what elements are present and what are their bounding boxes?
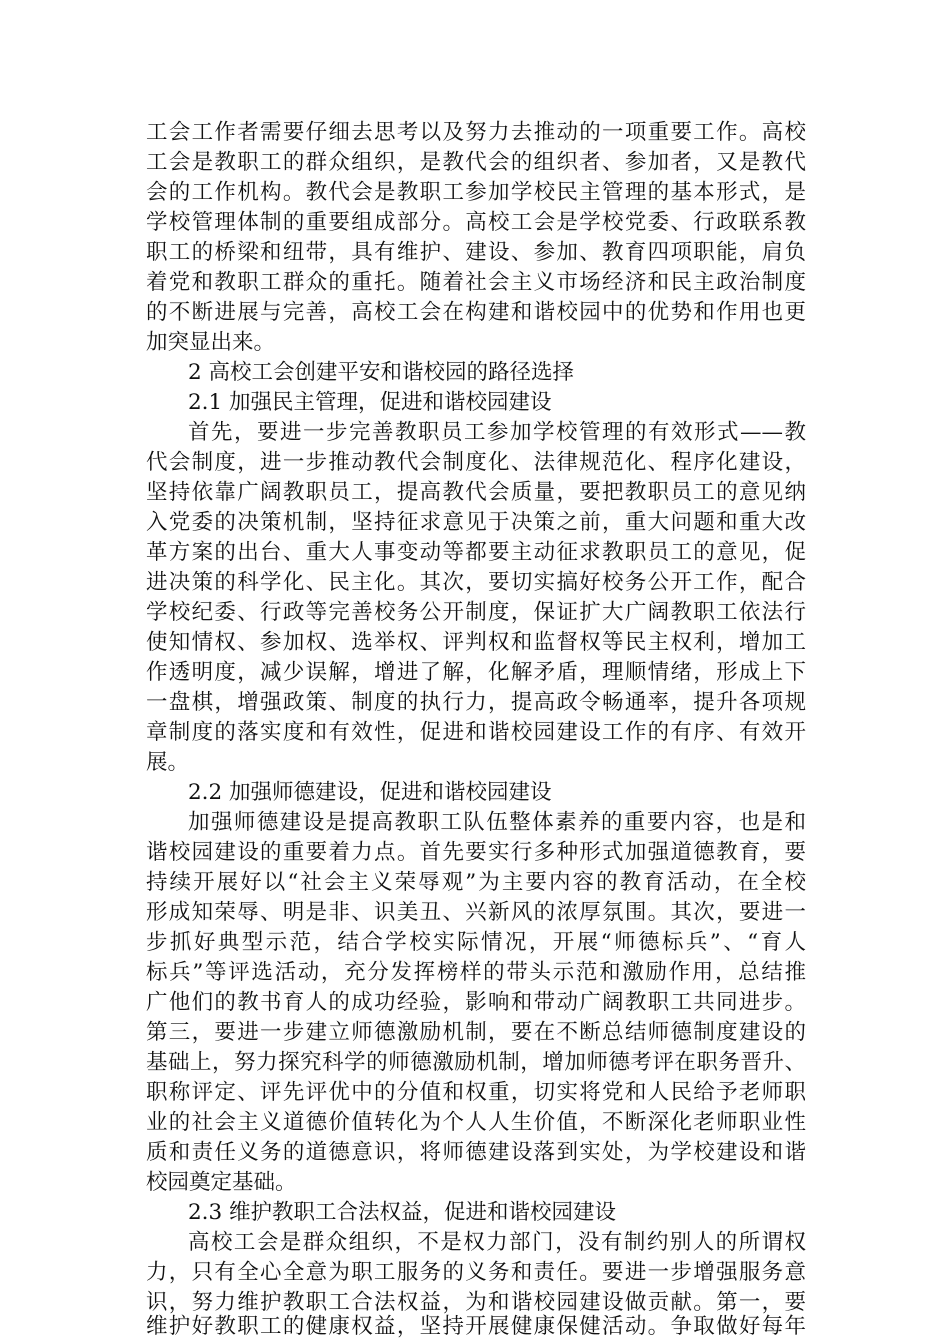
text-line: 持续开展好以“社会主义荣辱观”为主要内容的教育活动，在全校 — [146, 870, 806, 895]
text-line: 谐校园建设的重要着力点。首先要实行多种形式加强道德教育，要 — [146, 840, 806, 865]
text-line: 高校工会是群众组织，不是权力部门，没有制约别人的所谓权 — [188, 1230, 806, 1255]
text-line: 第三，要进一步建立师德激励机制，要在不断总结师德制度建设的 — [146, 1020, 806, 1045]
text-line: 一盘棋，增强政策、制度的执行力，提高政令畅通率，提升各项规 — [146, 690, 806, 715]
text-line: 展。 — [146, 750, 190, 775]
subsection-heading: 2.2 加强师德建设，促进和谐校园建设 — [188, 780, 552, 805]
text-line: 入党委的决策机制，坚持征求意见于决策之前，重大问题和重大改 — [146, 510, 806, 535]
text-line: 校园奠定基础。 — [146, 1170, 297, 1195]
text-line: 识，努力维护教职工合法权益，为和谐校园建设做贡献。第一，要 — [146, 1290, 806, 1315]
text-line: 进决策的科学化、民主化。其次，要切实搞好校务公开工作，配合 — [146, 570, 806, 595]
subsection-heading: 2.1 加强民主管理，促进和谐校园建设 — [188, 390, 552, 415]
text-line: 代会制度，进一步推动教代会制度化、法律规范化、程序化建设， — [146, 450, 806, 475]
subsection-heading: 2.3 维护教职工合法权益，促进和谐校园建设 — [188, 1200, 617, 1225]
text-line: 业的社会主义道德价值转化为个人人生价值，不断深化老师职业性 — [146, 1110, 806, 1135]
text-line: 革方案的出台、重大人事变动等都要主动征求教职员工的意见，促 — [146, 540, 806, 565]
text-line: 广他们的教书育人的成功经验，影响和带动广阔教职工共同进步。 — [146, 990, 806, 1015]
text-line: 维护好教职工的健康权益，坚持开展健康保健活动。争取做好每年 — [146, 1314, 806, 1339]
text-line: 步抓好典型示范，结合学校实际情况，开展“师德标兵”、“育人 — [146, 930, 806, 955]
text-line: 着党和教职工群众的重托。随着社会主义市场经济和民主政治制度 — [146, 270, 806, 295]
text-line: 坚持依靠广阔教职员工，提高教代会质量，要把教职员工的意见纳 — [146, 480, 806, 505]
text-line: 的不断进展与完善，高校工会在构建和谐校园中的优势和作用也更 — [146, 300, 806, 325]
text-line: 首先，要进一步完善教职员工参加学校管理的有效形式——教 — [188, 420, 806, 445]
text-line: 会的工作机构。教代会是教职工参加学校民主管理的基本形式，是 — [146, 180, 806, 205]
text-line: 力，只有全心全意为职工服务的义务和责任。要进一步增强服务意 — [146, 1260, 806, 1285]
text-line: 基础上，努力探究科学的师德激励机制，增加师德考评在职务晋升、 — [146, 1050, 806, 1075]
text-line: 章制度的落实度和有效性，促进和谐校园建设工作的有序、有效开 — [146, 720, 806, 745]
text-line: 职称评定、评先评优中的分值和权重，切实将党和人民给予老师职 — [146, 1080, 806, 1105]
text-line: 工会是教职工的群众组织，是教代会的组织者、参加者，又是教代 — [146, 150, 806, 175]
text-line: 作透明度，减少误解，增进了解，化解矛盾，理顺情绪，形成上下 — [146, 660, 806, 685]
text-line: 形成知荣辱、明是非、识美丑、兴新风的浓厚氛围。其次，要进一 — [146, 900, 806, 925]
text-line: 职工的桥梁和纽带，具有维护、建设、参加、教育四项职能，肩负 — [146, 240, 806, 265]
text-line: 加突显出来。 — [146, 330, 276, 355]
text-line: 学校纪委、行政等完善校务公开制度，保证扩大广阔教职工依法行 — [146, 600, 806, 625]
text-line: 学校管理体制的重要组成部分。高校工会是学校党委、行政联系教 — [146, 210, 806, 235]
text-line: 标兵”等评选活动，充分发挥榜样的带头示范和激励作用，总结推 — [146, 960, 806, 985]
text-line: 加强师德建设是提高教职工队伍整体素养的重要内容，也是和 — [188, 810, 806, 835]
text-line: 质和责任义务的道德意识，将师德建设落到实处，为学校建设和谐 — [146, 1140, 806, 1165]
section-heading: 2 高校工会创建平安和谐校园的路径选择 — [188, 360, 575, 385]
text-line: 工会工作者需要仔细去思考以及努力去推动的一项重要工作。高校 — [146, 120, 806, 145]
text-line: 使知情权、参加权、选举权、评判权和监督权等民主权利，增加工 — [146, 630, 806, 655]
